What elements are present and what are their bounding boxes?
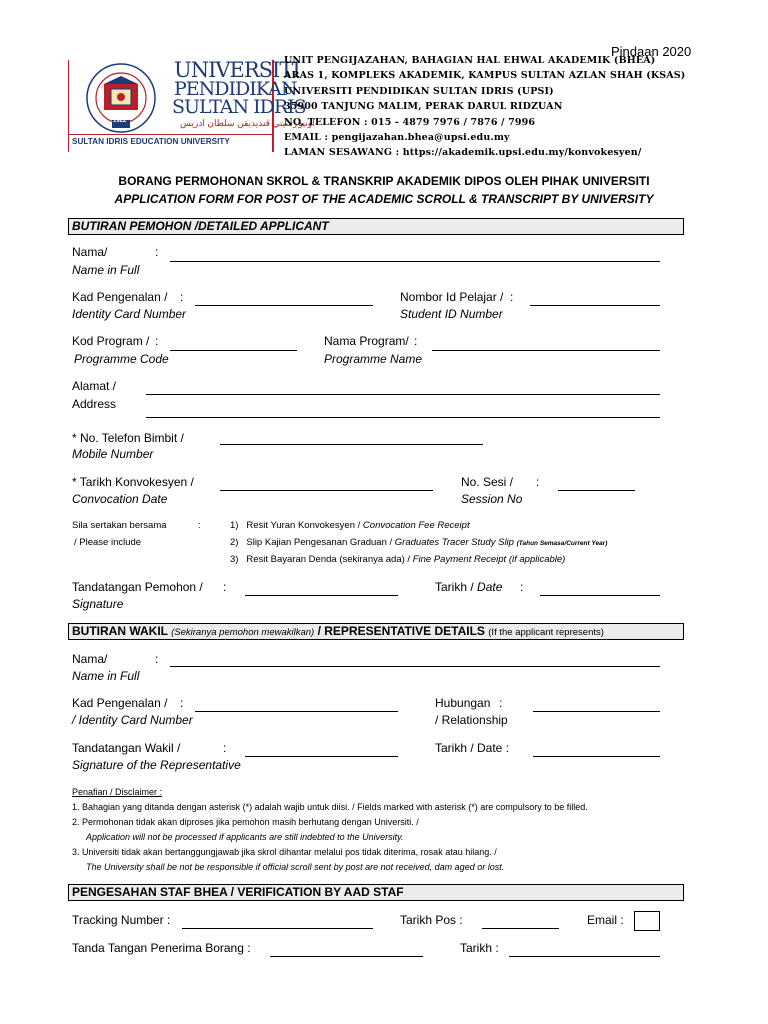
rep-date-field[interactable]: [533, 756, 660, 757]
include-item-1-num: 1): [230, 520, 239, 531]
rep-section-note: (If the applicant represents): [488, 627, 604, 638]
programme-code-label: Kod Program /: [72, 334, 150, 348]
student-id-label-en: Student ID Number: [400, 307, 503, 321]
disclaimer-title: Penafian / Disclaimer :: [72, 787, 163, 797]
rep-ic-colon: :: [180, 696, 184, 710]
rep-section-bold1: BUTIRAN WAKIL: [72, 624, 168, 638]
rep-signature-colon: :: [223, 741, 227, 755]
applicant-date-en: Date: [477, 580, 503, 594]
disclaimer-line-3: 3. Universiti tidak akan bertanggungjawab jika skrol dihantar melalui pos tidak diterima, rosak atau hilang. /: [72, 847, 497, 857]
relationship-label-en: / Relationship: [435, 713, 508, 727]
receiver-signature-label: Tanda Tangan Penerima Borang :: [72, 941, 251, 955]
rep-signature-field[interactable]: [245, 756, 398, 757]
include-item-3-en: Fine Payment Receipt (if applicable): [412, 554, 566, 565]
receiver-date-field[interactable]: [509, 956, 660, 957]
logo-line-1: UNIVERSITI: [174, 58, 300, 82]
include-item-2: [230, 537, 607, 548]
relationship-colon: :: [499, 696, 503, 710]
include-colon: :: [198, 520, 201, 531]
convocation-date-label: * Tarikh Konvokesyen /: [72, 475, 194, 489]
disclaimer-line-2-en: Application will not be processed if applicants are still indebted to the University.: [86, 832, 404, 842]
rep-ic-label: Kad Pengenalan /: [72, 696, 168, 710]
email-label: Email :: [587, 913, 624, 927]
logo-jawi: اونيۏرسيتي ڤنديديقن سلطان ادريس: [180, 118, 315, 128]
ic-colon: :: [180, 290, 184, 304]
programme-name-label-en: Programme Name: [324, 352, 423, 366]
include-item-3-ms: Resit Bayaran Denda (sekiranya ada) /: [246, 554, 411, 565]
ic-label: Kad Pengenalan /: [72, 290, 168, 304]
rep-section-bold2: / REPRESENTATIVE DETAILS: [317, 624, 485, 638]
header-line-5: NO. TELEFON : 015 - 4879 7976 / 7876 / 7996: [284, 117, 536, 128]
name-label-en: Name in Full: [72, 263, 140, 277]
logo-line-3: SULTAN IDRIS: [172, 96, 306, 118]
header-line-1: UNIT PENGIJAZAHAN, BAHAGIAN HAL EHWAL AKADEMIK (BHEA): [284, 55, 656, 66]
include-item-3: [230, 554, 565, 565]
programme-code-colon: :: [155, 334, 159, 348]
address-label-en: Address: [72, 397, 117, 411]
relationship-label: Hubungan: [435, 696, 491, 710]
include-item-2-en: Graduates Tracer Study Slip: [394, 537, 514, 548]
session-field[interactable]: [558, 490, 635, 491]
rep-ic-label-en: / Identity Card Number: [72, 713, 193, 727]
form-title-malay: BORANG PERMOHONAN SKROL & TRANSKRIP AKADEMIK DIPOS OLEH PIHAK UNIVERSITI: [118, 174, 650, 188]
rep-ic-field[interactable]: [195, 711, 398, 712]
rep-name-field[interactable]: [170, 666, 660, 667]
name-colon: :: [155, 245, 159, 259]
university-logo: [68, 58, 315, 152]
rep-name-colon: :: [155, 652, 159, 666]
include-item-1-ms: Resit Yuran Konvokesyen /: [246, 520, 361, 531]
rep-date-label: Tarikh / Date :: [435, 741, 510, 755]
session-label-en: Session No: [461, 492, 523, 506]
rep-signature-label: Tandatangan Wakil /: [72, 741, 181, 755]
applicant-date-label: [435, 580, 502, 594]
section-representative: [68, 623, 684, 640]
rep-section-italic: (Sekiranya pemohon mewakilkan): [171, 627, 315, 638]
rep-name-label-en: Name in Full: [72, 669, 140, 683]
address-field-1[interactable]: [146, 394, 660, 395]
programme-code-label-en: Programme Code: [74, 352, 169, 366]
include-label-en: / Please include: [74, 537, 142, 548]
ic-field[interactable]: [195, 305, 373, 306]
programme-name-colon: :: [414, 334, 418, 348]
programme-name-label: Nama Program/: [324, 334, 409, 348]
programme-code-field[interactable]: [170, 350, 297, 351]
name-label: Nama/: [72, 245, 108, 259]
header-line-3: UNIVERSITI PENDIDIKAN SULTAN IDRIS (UPSI): [284, 86, 554, 97]
convocation-date-field[interactable]: [220, 490, 433, 491]
session-label: No. Sesi /: [461, 475, 514, 489]
name-field[interactable]: [170, 261, 660, 262]
applicant-signature-label: Tandatangan Pemohon /: [72, 580, 203, 594]
disclaimer-line-2: 2. Permohonan tidak akan diproses jika pemohon masih berhutang dengan Universiti. /: [72, 817, 419, 827]
tracking-label: Tracking Number :: [72, 913, 171, 927]
mobile-label: * No. Telefon Bimbit /: [72, 431, 184, 445]
amendment-label: Pindaan 2020: [611, 44, 692, 59]
disclaimer-line-1: 1. Bahagian yang ditanda dengan asterisk (*) adalah wajib untuk diisi. / Fields marked with asterisk (*) are compulsory to be filled.: [72, 802, 588, 812]
mobile-field[interactable]: [220, 444, 483, 445]
convocation-date-label-en: Convocation Date: [72, 492, 168, 506]
session-colon: :: [536, 475, 540, 489]
applicant-date-field[interactable]: [540, 595, 660, 596]
applicant-signature-colon: :: [223, 580, 227, 594]
include-label: Sila sertakan bersama: [72, 520, 167, 531]
address-label: Alamat /: [72, 379, 117, 393]
include-item-3-num: 3): [230, 554, 239, 565]
student-id-colon: :: [510, 290, 514, 304]
form-title-english: APPLICATION FORM FOR POST OF THE ACADEMIC SCROLL & TRANSCRIPT BY UNIVERSITY: [114, 192, 654, 206]
applicant-signature-field[interactable]: [245, 595, 398, 596]
student-id-label: Nombor Id Pelajar /: [400, 290, 504, 304]
logo-line-2: PENDIDIKAN: [174, 78, 297, 100]
ic-label-en: Identity Card Number: [72, 307, 187, 321]
disclaimer-line-3-en: The University shall be not be responsible if official scroll sent by post are not received, dam aged or lost.: [86, 862, 505, 872]
seal-year: 1922: [113, 118, 127, 124]
relationship-field[interactable]: [533, 711, 660, 712]
applicant-signature-label-en: Signature: [72, 597, 124, 611]
section-verification: PENGESAHAN STAF BHEA / VERIFICATION BY AAD STAF: [68, 884, 684, 901]
applicant-date-colon: :: [520, 580, 524, 594]
header-line-6: EMAIL : pengijazahan.bhea@upsi.edu.my: [284, 132, 510, 143]
include-item-2-note: (Tahun Semasa/Current Year): [516, 540, 608, 547]
tracking-field[interactable]: [182, 928, 373, 929]
address-field-2[interactable]: [146, 417, 660, 418]
logo-tagline: SULTAN IDRIS EDUCATION UNIVERSITY: [72, 137, 230, 146]
include-item-1-en: Convocation Fee Receipt: [362, 520, 470, 531]
include-item-2-num: 2): [230, 537, 239, 548]
programme-name-field[interactable]: [432, 350, 660, 351]
header-line-4: 35900 TANJUNG MALIM, PERAK DARUL RIDZUAN: [284, 101, 563, 112]
section-applicant: BUTIRAN PEMOHON /DETAILED APPLICANT: [68, 218, 684, 235]
post-date-label: Tarikh Pos :: [400, 913, 463, 927]
applicant-date-ms: Tarikh /: [435, 580, 474, 594]
student-id-field[interactable]: [530, 305, 660, 306]
receiver-date-label: Tarikh :: [460, 941, 499, 955]
include-item-1: [230, 520, 470, 531]
header-line-7: LAMAN SESAWANG : https://akademik.upsi.edu.my/konvokesyen/: [284, 147, 642, 158]
mobile-label-en: Mobile Number: [72, 447, 154, 461]
header-line-2: ARAS 1, KOMPLEKS AKADEMIK, KAMPUS SULTAN AZLAN SHAH (KSAS): [284, 70, 686, 81]
rep-signature-label-en: Signature of the Representative: [72, 758, 241, 772]
receiver-signature-field[interactable]: [270, 956, 423, 957]
include-item-2-ms: Slip Kajian Pengesanan Graduan /: [246, 537, 393, 548]
email-checkbox[interactable]: [634, 911, 660, 931]
post-date-field[interactable]: [482, 928, 559, 929]
rep-name-label: Nama/: [72, 652, 108, 666]
